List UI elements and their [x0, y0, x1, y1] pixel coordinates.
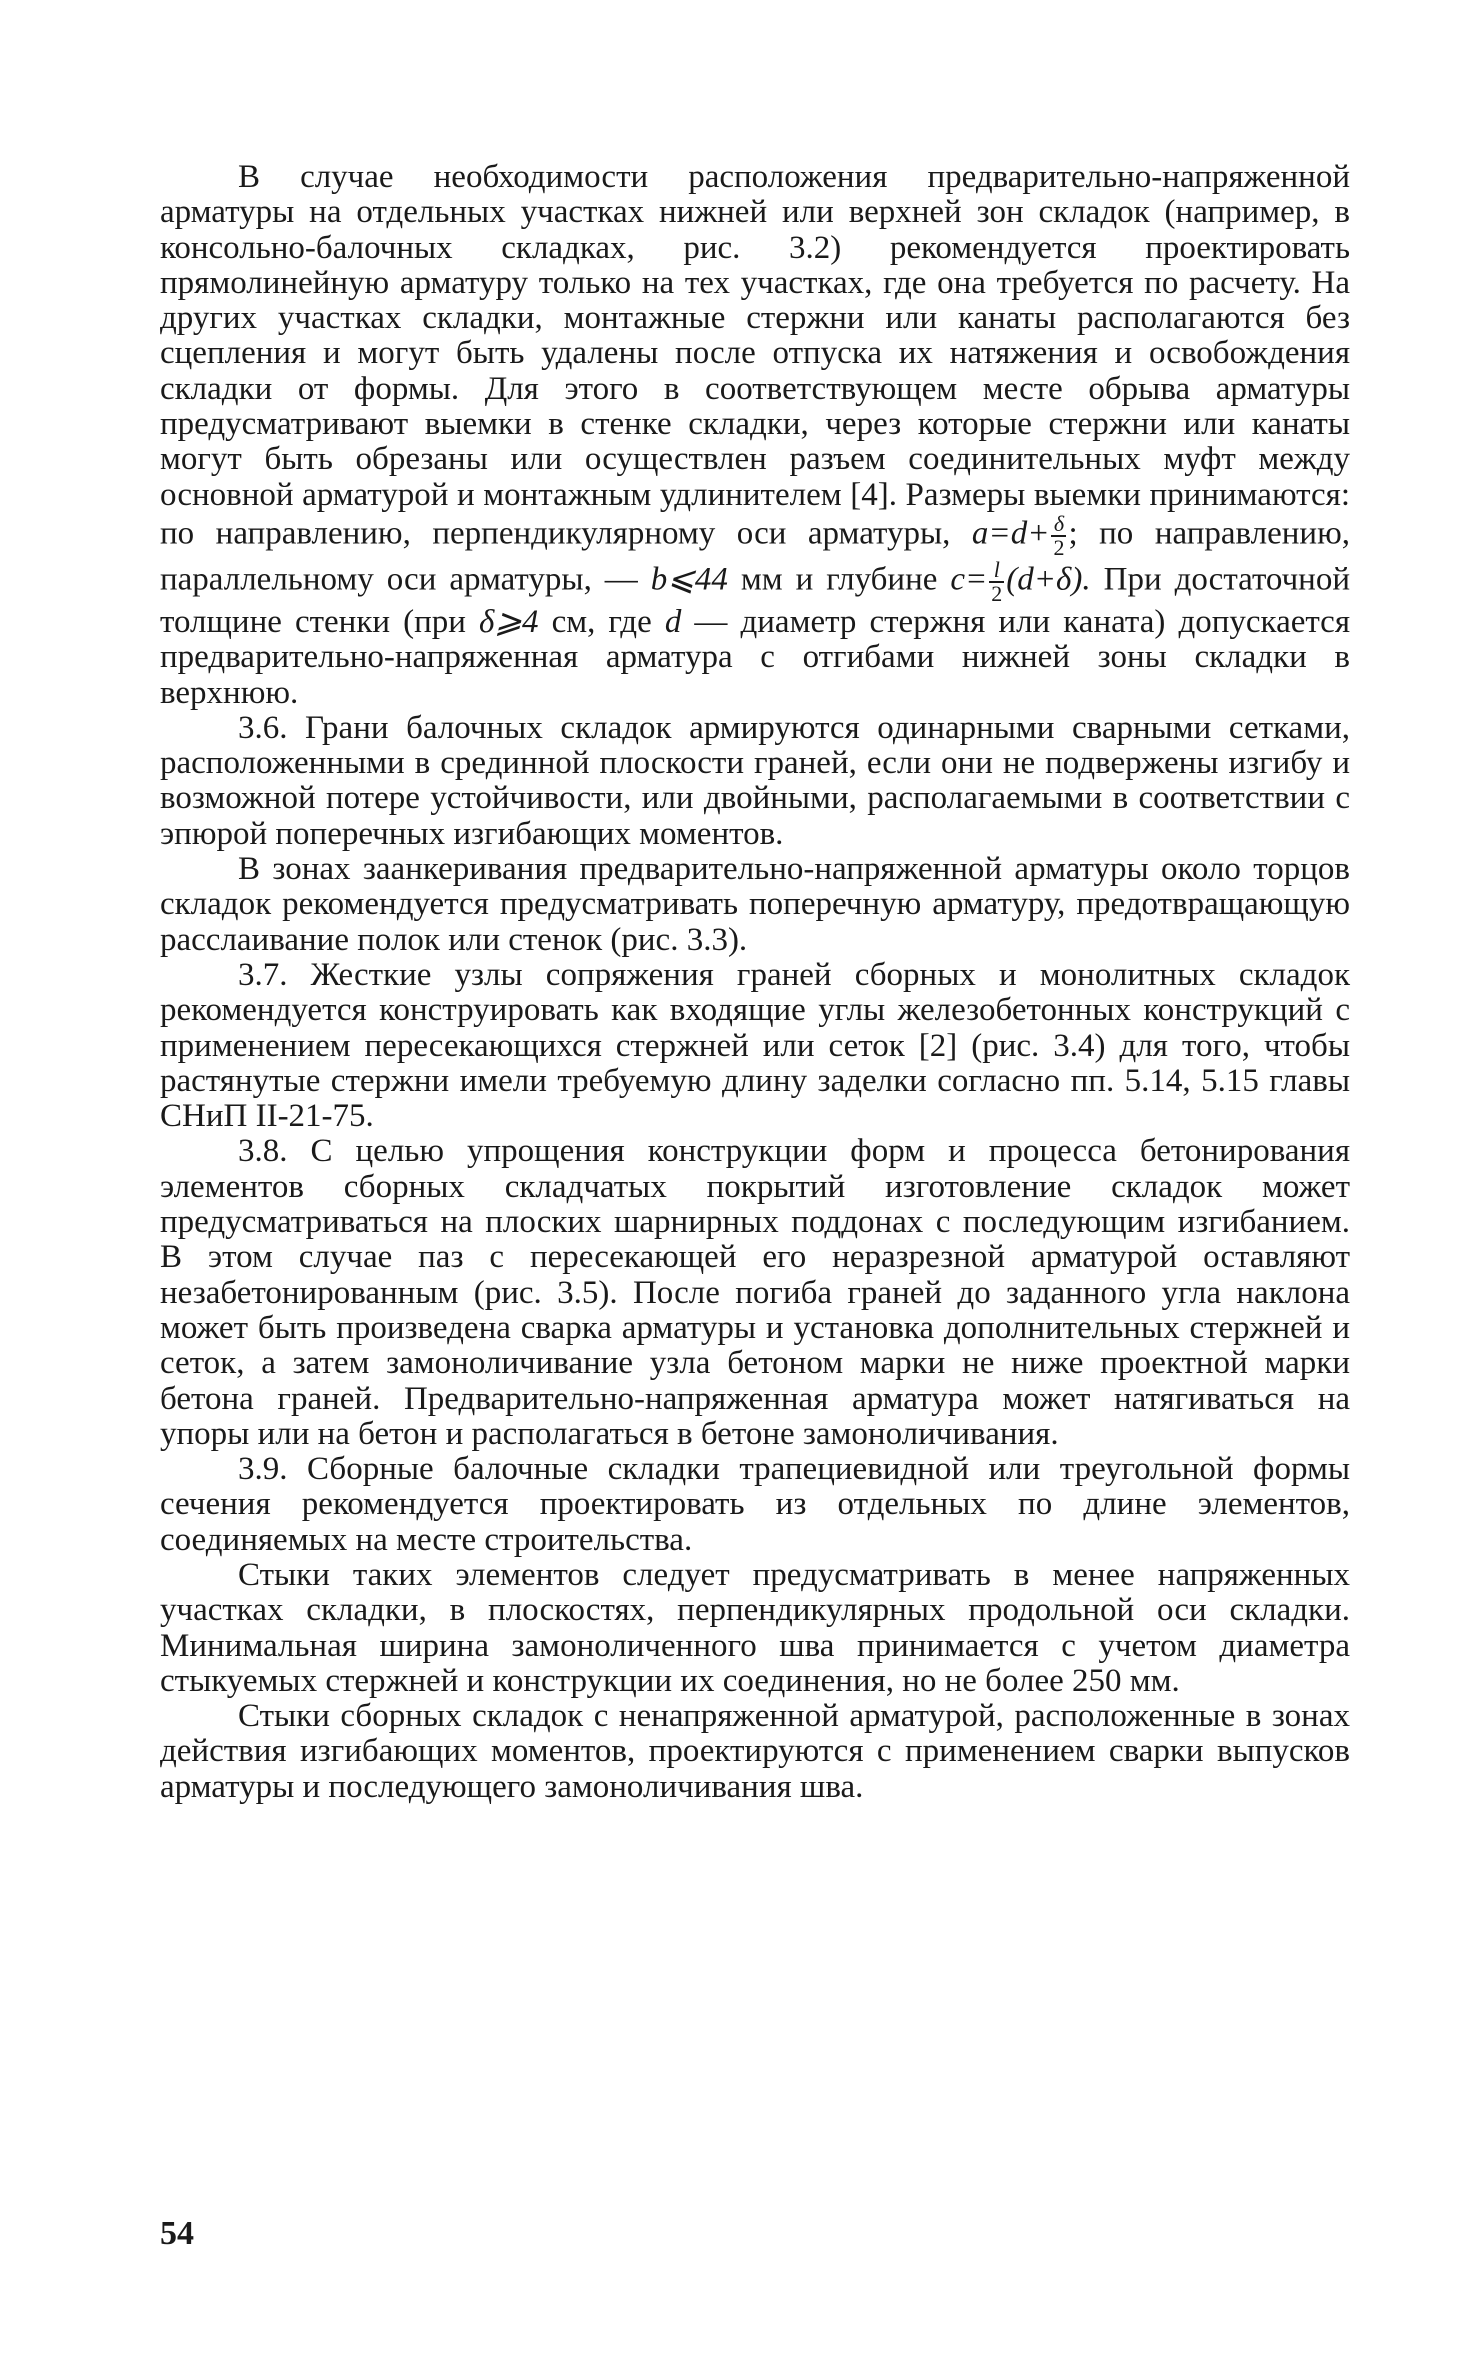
- page-number: 54: [160, 2215, 194, 2252]
- page-body: [160, 160, 1350, 1805]
- paragraph-3-8: 3.8. С целью упрощения конструкции форм и процесса бетонирования элементов сборных складчатых покрытий изготовление складок может предусматриваться на плоских шарнирных поддонах с последующим изгибанием. В этом случае паз с пересекающей его неразрезной арматурой оставляют незабетонированным (рис. 3.5). После погиба граней до заданного угла наклона может быть произведена сварка арматуры и установка дополнительных стержней и сеток, а затем замоноличивание узла бетоном марки не ниже проектной марки бетона граней. Предварительно-напряженная арматура может натягиваться на упоры или на бетон и располагаться в бетоне замоноличивания.: [160, 1133, 1350, 1452]
- fraction-denominator: 2: [991, 580, 1003, 606]
- paragraph-joints: Стыки таких элементов следует предусматривать в менее напряженных участках складки, в плоскостях, перпендикулярных продольной оси складки. Минимальная ширина замоноличенного шва принимается с учетом диаметра стыкуемых стержней и конструкции их соединения, но не более 250 мм.: [160, 1556, 1350, 1699]
- paragraph-prestressed-reinforcement: [160, 160, 1350, 711]
- paragraph-joints-welding: Стыки сборных складок с ненапряженной арматурой, расположенные в зонах действия изгибающих моментов, проектируются с применением сварки выпусков арматуры и последующего замоноличивания шва.: [160, 1698, 1350, 1805]
- formula-delta: δ⩾4: [479, 603, 539, 640]
- paragraph-3-7: 3.7. Жесткие узлы сопряжения граней сборных и монолитных складок рекомендуется конструировать как входящие углы железобетонных конструкций с применением пересекающихся стержней или сеток [2] (рис. 3.4) для того, чтобы растянутые стержни имели требуемую длину заделки согласно пп. 5.14, 5.15 главы СНиП II-21-75.: [160, 956, 1350, 1135]
- fraction-numerator: δ: [1053, 510, 1065, 536]
- text-segment: см, где: [538, 603, 665, 640]
- text-segment: В случае необходимости расположения предварительно-напряженной арматуры на отдельных участках нижней или верхней зон складок (например, в консольно-балочных складках, рис. 3.2) рекомендуется проектировать прямолинейную арматуру только на тех участках, где она требуется по расчету. На других участках складки, монтажные стержни или канаты располагаются без сцепления и могут быть удалены после отпуска их натяжения и освобождения складки от формы. Для этого в соответствующем месте обрыва арматуры предусматривают выемки в стенке складки, через которые стержни или канаты могут быть обрезаны или осуществлен разъем соединительных муфт между основной арматурой и монтажным удлинителем [4]. Размеры выемки принимаются: по направлению, перпендикулярному оси арматуры,: [160, 159, 1350, 552]
- fraction-l-over-2: [989, 556, 1004, 606]
- formula-a: a=d+: [971, 515, 1050, 552]
- formula-b: b⩽44: [650, 561, 728, 598]
- paragraph-anchorage-zones: В зонах заанкеривания предварительно-напряженной арматуры около торцов складок рекомендуется предусматривать поперечную арматуру, предотвращающую расслаивание полок или стенок (рис. 3.3).: [160, 851, 1350, 958]
- text-segment: — диаметр стержня или каната) допускается предварительно-напряженная арматура с отгибами нижней зоны складки в верхнюю.: [160, 603, 1351, 711]
- paragraph-3-9: 3.9. Сборные балочные складки трапециевидной или треугольной формы сечения рекомендуется проектировать из отдельных по длине элементов, соединяемых на месте строительства.: [160, 1451, 1350, 1558]
- formula-d: d: [664, 603, 682, 640]
- text-segment: ; по направлению, параллельному оси арматуры, —: [160, 515, 1350, 598]
- paragraph-3-6: 3.6. Грани балочных складок армируются одинарными сварными сетками, расположенными в срединной плоскости граней, если они не подвержены изгибу и возможной потере устойчивости, или двойными, располагаемыми в соответствии с эпюрой поперечных изгибающих моментов.: [160, 709, 1350, 852]
- fraction-denominator: 2: [1053, 534, 1065, 560]
- fraction-delta-over-2: [1051, 510, 1066, 560]
- text-segment: При достаточной толщине стенки (при: [160, 561, 1350, 640]
- formula-c: c=: [950, 561, 988, 598]
- formula-c-tail: (d+δ).: [1006, 561, 1091, 598]
- fraction-numerator: l: [993, 556, 1000, 582]
- text-segment: мм и глубине: [727, 561, 951, 598]
